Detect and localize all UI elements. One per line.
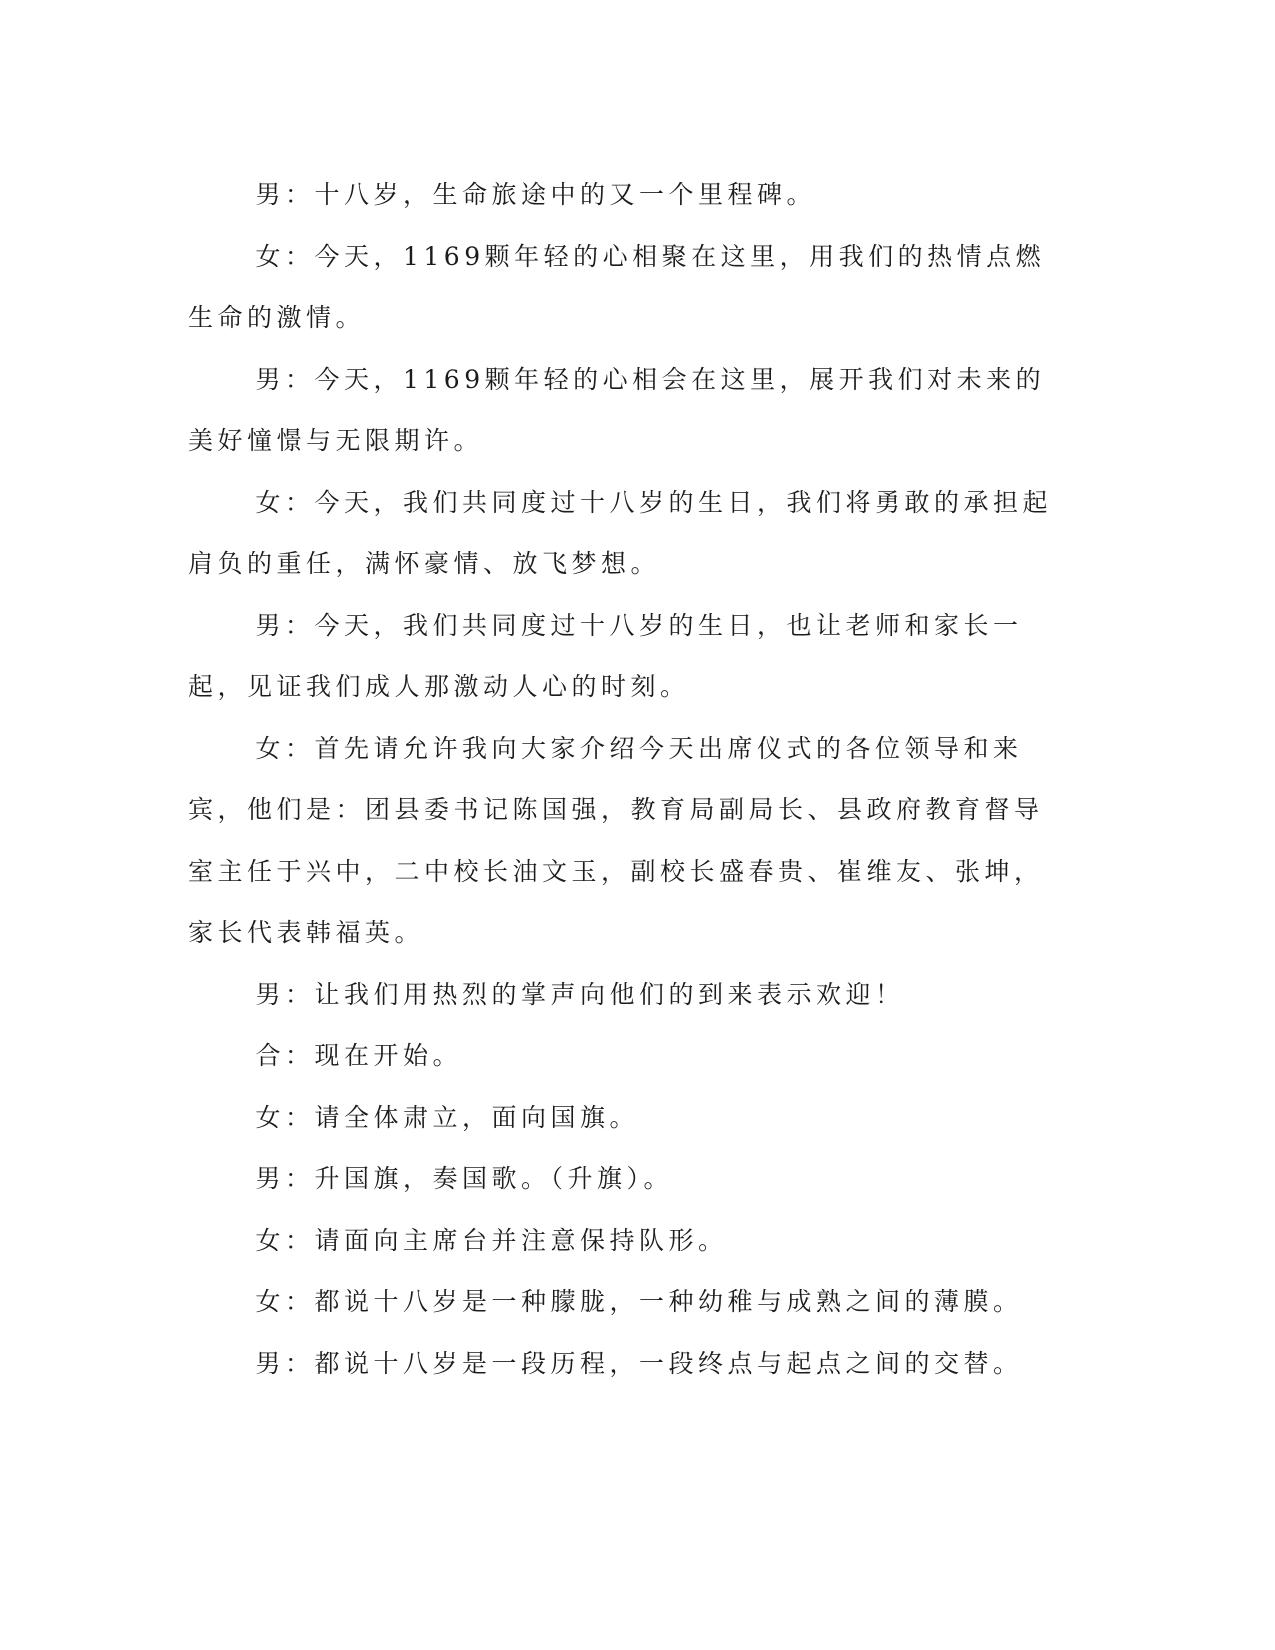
paragraph-10: 男：升国旗，奏国歌。（升旗）。 bbox=[255, 1164, 674, 1193]
paragraph-9: 女：请全体肃立，面向国旗。 bbox=[255, 1102, 640, 1132]
paragraph-4: 女：今天，我们共同度过十八岁的生日，我们将勇敢的承担起肩负的重任，满怀豪情、放飞梦想。 bbox=[188, 487, 1053, 578]
paragraph-8: 合：现在开始。 bbox=[255, 1041, 463, 1070]
document-body bbox=[188, 164, 1068, 1394]
paragraph-5: 男：今天，我们共同度过十八岁的生日，也让老师和家长一起，见证我们成人那激动人心的时刻。 bbox=[188, 610, 1023, 701]
paragraph-3: 男：今天，1169颗年轻的心相会在这里，展开我们对未来的美好憧憬与无限期许。 bbox=[188, 364, 1046, 455]
paragraph-1: 男：十八岁，生命旅途中的又一个里程碑。 bbox=[255, 180, 817, 209]
paragraph-12: 女：都说十八岁是一种朦胧，一种幼稚与成熟之间的薄膜。 bbox=[255, 1287, 1023, 1316]
paragraph-2: 女：今天，1169颗年轻的心相聚在这里，用我们的热情点燃生命的激情。 bbox=[188, 241, 1046, 332]
paragraph-13: 男：都说十八岁是一段历程，一段终点与起点之间的交替。 bbox=[255, 1348, 1023, 1378]
paragraph-7: 男：让我们用热烈的掌声向他们的到来表示欢迎！ bbox=[255, 979, 905, 1009]
paragraph-6: 女：首先请允许我向大家介绍今天出席仪式的各位领导和来宾，他们是：团县委书记陈国强，教育局副局长、县政府教育督导室主任于兴中，二中校长油文玉，副校长盛春贵、崔维友、张坤，家长代表韩福英。 bbox=[188, 733, 1044, 947]
paragraph-11: 女：请面向主席台并注意保持队形。 bbox=[255, 1225, 728, 1255]
